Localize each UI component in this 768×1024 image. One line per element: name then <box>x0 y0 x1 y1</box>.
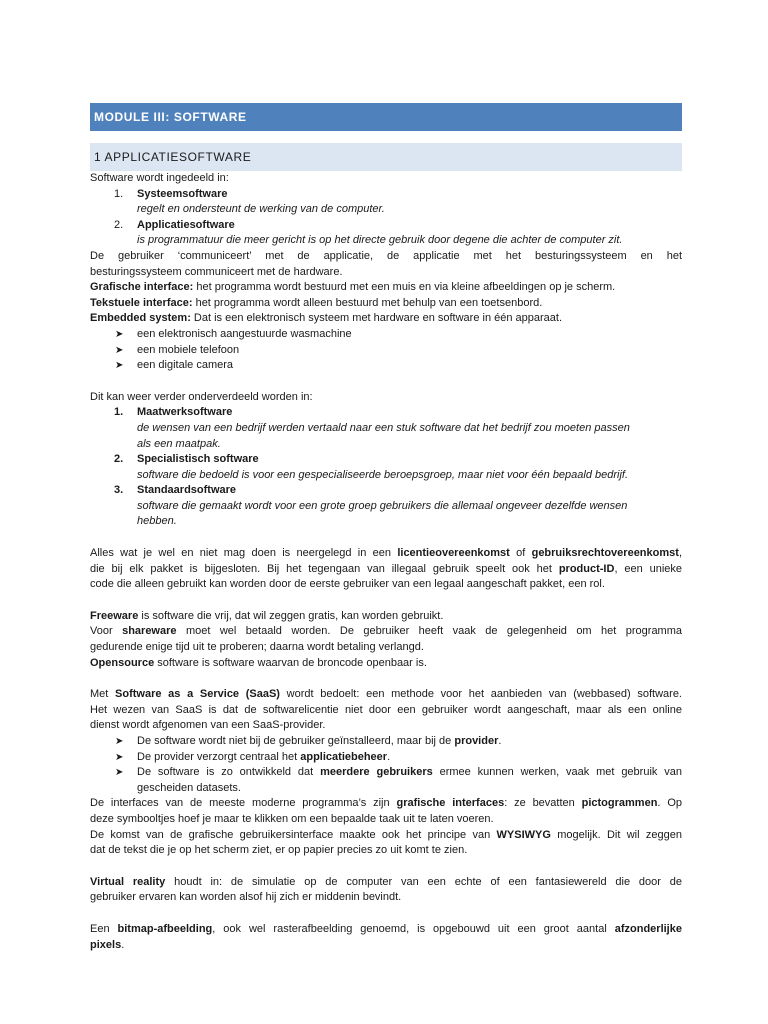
list-item: ➤ een mobiele telefoon <box>90 343 682 359</box>
paragraph: dienst wordt afgenomen van een SaaS-provider. <box>90 719 326 732</box>
list-number: 2. <box>114 218 124 231</box>
arrow-bullet-icon: ➤ <box>115 360 124 372</box>
paragraph: Opensource software is software waarvan de broncode openbaar is. <box>90 656 427 669</box>
paragraph: Virtual reality houdt in: de simulatie op de computer van een echte of een fantasiewereld die door de <box>90 875 682 888</box>
definition-grafisch: Grafische interface: het programma wordt bestuurd met een muis en via kleine afbeeldingen op je scherm. <box>90 281 616 294</box>
list-item <box>90 187 682 203</box>
list-item <box>90 405 682 421</box>
definition-tekstueel: Tekstuele interface: het programma wordt alleen bestuurd met behulp van een toetsenbord. <box>90 296 543 309</box>
list-item-desc: is programmatuur die meer gericht is op het directe gebruik door degene die achter de computer zit. <box>137 234 623 247</box>
paragraph: die bij elk pakket is bijgesloten. Bij het tegengaan van illegaal gebruik speelt ook het product-ID, een unieke <box>90 562 683 575</box>
list-number: 2. <box>114 453 124 466</box>
arrow-bullet-icon: ➤ <box>115 751 124 763</box>
list-item-desc: de wensen van een bedrijf werden vertaald naar een stuk software dat het bedrijf zou moeten passen <box>137 421 630 434</box>
paragraph: De interfaces van de meeste moderne programma’s zijn grafische interfaces: ze bevatten pictogrammen. Op <box>90 797 682 810</box>
list-item: ➤ De software wordt niet bij de gebruiker geïnstalleerd, maar bij de provider. <box>90 734 682 750</box>
list-item <box>90 483 682 499</box>
list-item-desc: regelt en ondersteunt de werking van de computer. <box>137 203 385 216</box>
paragraph: Freeware is software die vrij, dat wil zeggen gratis, kan worden gebruikt. <box>90 609 444 622</box>
list-item <box>90 452 682 468</box>
paragraph: De gebruiker ‘communiceert’ met de applicatie, de applicatie met het besturingssysteem en het <box>90 249 682 262</box>
list-item: ➤ een digitale camera <box>90 358 682 374</box>
list-item: ➤ een elektronisch aangestuurde wasmachine <box>90 327 682 343</box>
paragraph: gebruiker ervaren kan worden alsof hij zich er middenin bevindt. <box>90 891 402 904</box>
section-header: 1 APPLICATIESOFTWARE <box>90 143 682 171</box>
list-item: ➤ De software is zo ontwikkeld dat meerdere gebruikers ermee kunnen werken, vaak met gebruik van <box>90 765 682 781</box>
list-item-desc: software die bedoeld is voor een gespecialiseerde beroepsgroep, maar niet voor één bepaald bedrijf. <box>137 468 629 481</box>
definition-embedded: Embedded system: Dat is een elektronisch systeem met hardware en software in één apparaat. <box>90 312 563 325</box>
paragraph: Dit kan weer verder onderverdeeld worden in: <box>90 390 313 403</box>
list-title: Standaardsoftware <box>137 484 237 497</box>
list-title: Maatwerksoftware <box>137 406 233 419</box>
module-header: MODULE III: SOFTWARE <box>90 103 682 131</box>
paragraph: De komst van de grafische gebruikersinterface maakte ook het principe van WYSIWYG mogelijk. Dit wil zeggen <box>90 828 682 841</box>
arrow-bullet-icon: ➤ <box>115 344 124 356</box>
list-item-desc: als een maatpak. <box>137 437 221 450</box>
paragraph: Een bitmap-afbeelding, ook wel rasterafbeelding genoemd, is opgebouwd uit een groot aantal afzonderlijke <box>90 922 682 935</box>
paragraph: Alles wat je wel en niet mag doen is neergelegd in een licentieovereenkomst of gebruiksrechtovereenkomst, <box>90 547 682 560</box>
list-title: Specialistisch software <box>137 453 259 466</box>
paragraph: code die alleen gebruikt kan worden door de eerste gebruiker van een legaal aangeschaft pakket, een rol. <box>90 578 605 591</box>
arrow-bullet-icon: ➤ <box>115 328 124 340</box>
list-title: Applicatiesoftware <box>137 218 235 231</box>
paragraph: Voor shareware moet wel betaald worden. De gebruiker heeft vaak de gelegenheid om het programma <box>90 625 683 638</box>
paragraph: gedurende enige tijd uit te proberen; daarna wordt betaling verlangd. <box>90 641 424 654</box>
paragraph: Met Software as a Service (SaaS) wordt bedoelt: een methode voor het aanbieden van (webbased) software. <box>90 688 682 701</box>
list-number: 3. <box>114 484 124 497</box>
paragraph: pixels. <box>90 938 125 951</box>
list-item: ➤ De provider verzorgt centraal het applicatiebeheer. <box>90 750 682 766</box>
list-item-desc: software die gemaakt wordt voor een grote groep gebruikers die allemaal ongeveer dezelfde wensen <box>137 499 628 512</box>
arrow-bullet-icon: ➤ <box>115 736 124 747</box>
paragraph: deze symbooltjes hoef je maar te klikken om een bepaalde taak uit te laten voeren. <box>90 812 494 825</box>
list-title: Systeemsoftware <box>137 187 228 200</box>
list-item-continuation: gescheiden datasets. <box>137 781 241 794</box>
paragraph: dat de tekst die je op het scherm ziet, er op papier precies zo uit komt te zien. <box>90 844 468 857</box>
list-number: 1. <box>114 187 124 200</box>
arrow-bullet-icon: ➤ <box>115 767 124 779</box>
list-number: 1. <box>114 406 124 419</box>
paragraph: Het wezen van SaaS is dat de softwarelicentie niet door een gebruiker wordt aangeschaft, maar als een online <box>90 703 682 716</box>
list-item <box>90 218 682 234</box>
paragraph: besturingssysteem communiceert met de hardware. <box>90 265 343 278</box>
list-item-desc: hebben. <box>137 515 177 528</box>
intro-text: Software wordt ingedeeld in: <box>90 172 229 184</box>
document-page <box>90 103 682 953</box>
